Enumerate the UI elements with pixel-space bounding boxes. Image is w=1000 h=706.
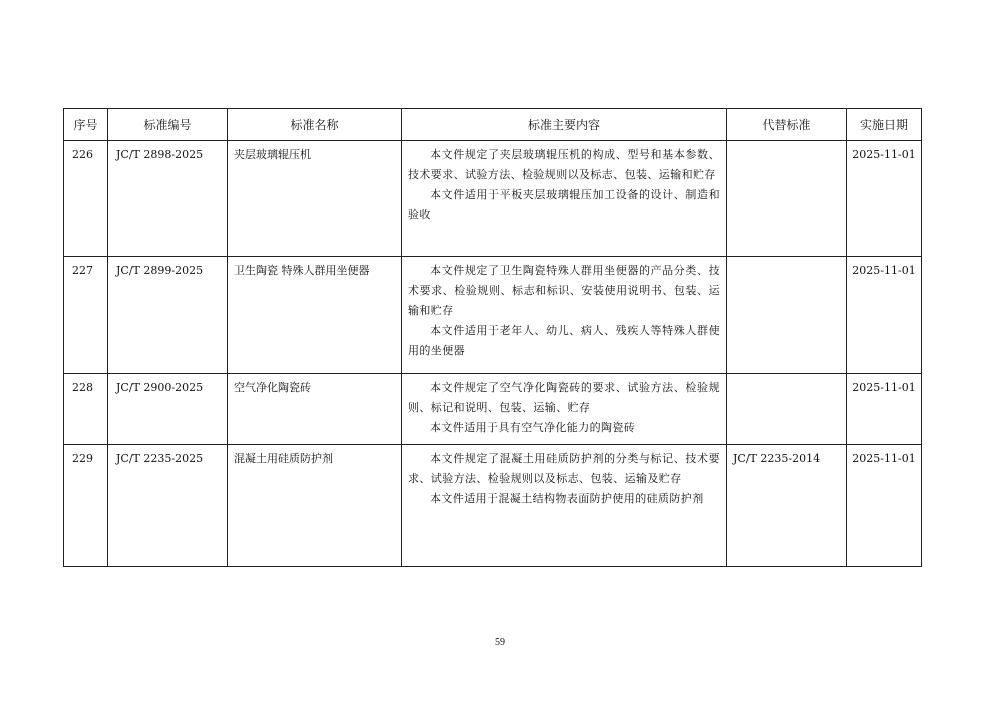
serial-number-cell <box>64 141 108 257</box>
implementation-date-cell <box>847 374 922 445</box>
table-row <box>64 141 922 257</box>
table-row <box>64 257 922 374</box>
table-header-row <box>64 109 922 141</box>
serial-number: 229 <box>72 452 93 465</box>
main-content-cell <box>402 445 727 567</box>
content-paragraph: 本文件规定了空气净化陶瓷砖的要求、试验方法、检验规则、标记和说明、包装、运输、贮存 <box>408 381 720 414</box>
standard-code: JC/T 2899-2025 <box>116 264 204 277</box>
serial-number: 227 <box>72 264 93 277</box>
standard-name: 空气净化陶瓷砖 <box>234 381 311 394</box>
serial-number: 226 <box>72 148 93 161</box>
main-content-cell <box>402 257 727 374</box>
main-content-cell <box>402 141 727 257</box>
replaced-standard <box>727 374 846 378</box>
content-paragraph: 本文件规定了卫生陶瓷特殊人群用坐便器的产品分类、技术要求、检验规则、标志和标识、安装使用说明书、包装、运输和贮存 <box>408 264 720 317</box>
replaced-standard-cell <box>727 257 847 374</box>
main-content-cell <box>402 374 727 445</box>
content-paragraph: 本文件适用于平板夹层玻璃辊压加工设备的设计、制造和验收 <box>408 188 720 221</box>
standard-code-cell <box>108 141 228 257</box>
serial-number-cell <box>64 257 108 374</box>
standard-code: JC/T 2900-2025 <box>116 381 204 394</box>
content-paragraph: 本文件适用于老年人、幼儿、病人、残疾人等特殊人群使用的坐便器 <box>408 324 720 357</box>
content-paragraph: 本文件适用于具有空气净化能力的陶瓷砖 <box>430 421 636 434</box>
table-row <box>64 374 922 445</box>
standard-name: 夹层玻璃辊压机 <box>234 148 311 161</box>
content-paragraph: 本文件适用于混凝土结构物表面防护使用的硅质防护剂 <box>430 492 704 505</box>
replaced-standard-cell <box>727 141 847 257</box>
content-paragraph: 本文件规定了夹层玻璃辊压机的构成、型号和基本参数、技术要求、试验方法、检验规则以及标志、包装、运输和贮存 <box>408 148 720 181</box>
header-implementation-date: 实施日期 <box>847 109 922 141</box>
standard-name-cell <box>228 141 402 257</box>
header-standard-name: 标准名称 <box>228 109 402 141</box>
header-serial-number: 序号 <box>64 109 108 141</box>
page-number: 59 <box>495 637 505 648</box>
standard-name-cell <box>228 445 402 567</box>
standard-code-cell <box>108 374 228 445</box>
implementation-date: 2025-11-01 <box>852 264 916 277</box>
content-paragraph: 本文件规定了混凝土用硅质防护剂的分类与标记、技术要求、试验方法、检验规则以及标志、包装、运输及贮存 <box>408 452 720 485</box>
replaced-standard-cell <box>727 445 847 567</box>
replaced-standard <box>727 141 846 145</box>
header-replaced-standard: 代替标准 <box>727 109 847 141</box>
standard-name: 卫生陶瓷 特殊人群用坐便器 <box>234 264 370 277</box>
standard-name: 混凝土用硅质防护剂 <box>234 452 333 465</box>
standard-code-cell <box>108 257 228 374</box>
standard-name-cell <box>228 374 402 445</box>
implementation-date-cell <box>847 445 922 567</box>
replaced-standard <box>727 257 846 261</box>
table-row <box>64 445 922 567</box>
serial-number-cell <box>64 445 108 567</box>
implementation-date-cell <box>847 141 922 257</box>
replaced-standard: JC/T 2235-2014 <box>733 452 821 465</box>
header-standard-code: 标准编号 <box>108 109 228 141</box>
serial-number-cell <box>64 374 108 445</box>
replaced-standard-cell <box>727 374 847 445</box>
standards-table <box>63 108 922 567</box>
serial-number: 228 <box>72 381 93 394</box>
standard-code: JC/T 2235-2025 <box>116 452 204 465</box>
standard-code: JC/T 2898-2025 <box>116 148 204 161</box>
implementation-date-cell <box>847 257 922 374</box>
implementation-date: 2025-11-01 <box>852 381 916 394</box>
implementation-date: 2025-11-01 <box>852 452 916 465</box>
standard-code-cell <box>108 445 228 567</box>
header-main-content: 标准主要内容 <box>402 109 727 141</box>
implementation-date: 2025-11-01 <box>852 148 916 161</box>
standard-name-cell <box>228 257 402 374</box>
